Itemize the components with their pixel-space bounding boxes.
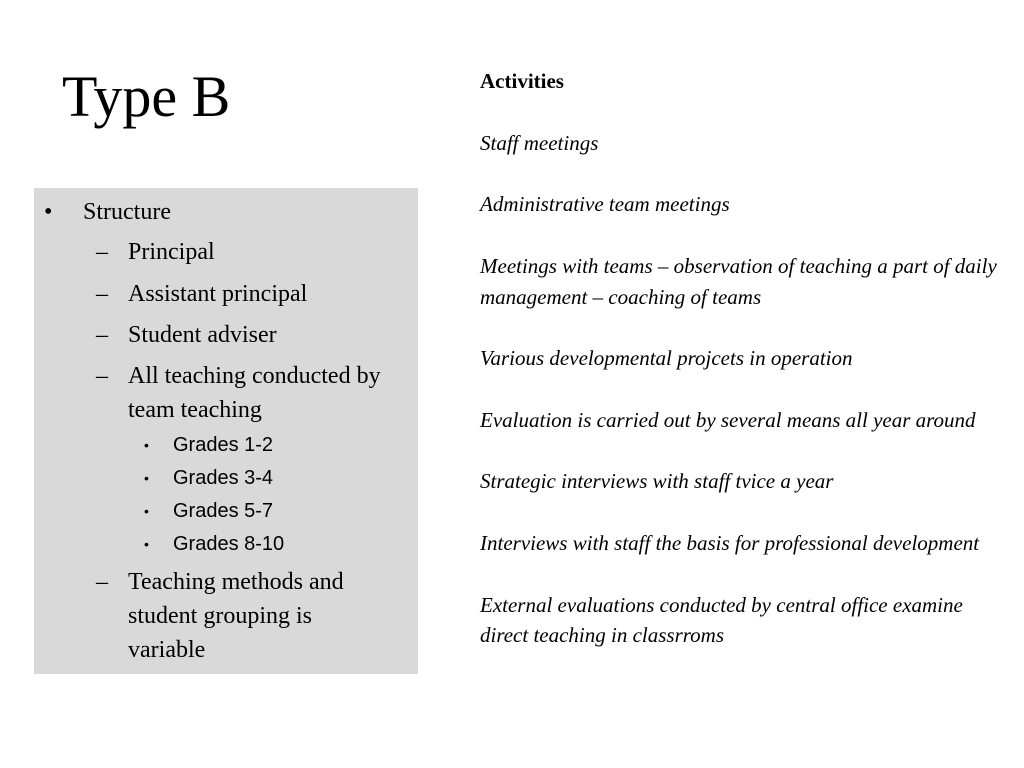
- activities-panel: [480, 66, 1000, 682]
- bullet-icon: •: [144, 536, 149, 552]
- grade-label: Grades 1-2: [173, 434, 274, 456]
- role-label: Student adviser: [128, 322, 277, 348]
- dash-icon: –: [96, 363, 108, 389]
- structure-heading: Structure: [83, 199, 171, 225]
- dash-icon: –: [96, 322, 108, 348]
- bullet-icon: •: [44, 199, 53, 225]
- dash-icon: –: [96, 239, 108, 265]
- activity-item: Strategic interviews with staff tvice a year: [480, 469, 834, 494]
- role-label: Principal: [128, 239, 215, 265]
- bullet-icon: •: [144, 437, 149, 453]
- activity-item: Interviews with staff the basis for professional development: [480, 530, 980, 555]
- role-label: Assistant principal: [128, 281, 308, 307]
- teaching-methods-label: Teaching methods and student grouping is variable: [128, 569, 344, 663]
- activity-item: Staff meetings: [480, 130, 599, 155]
- activity-item: Administrative team meetings: [480, 192, 730, 217]
- structure-box: [34, 188, 418, 674]
- dash-icon: –: [96, 281, 108, 307]
- grade-label: Grades 8-10: [173, 533, 285, 555]
- activity-item: Meetings with teams – observation of teaching a part of daily management – coaching of teams: [480, 253, 997, 309]
- activity-item: Evaluation is carried out by several means all year around: [480, 407, 976, 432]
- activity-item: External evaluations conducted by central office examine direct teaching in classrroms: [480, 592, 963, 648]
- bullet-icon: •: [144, 503, 149, 519]
- activities-heading: Activities: [480, 69, 564, 93]
- activity-item: Various developmental projcets in operation: [480, 346, 853, 371]
- grade-label: Grades 5-7: [173, 500, 274, 522]
- dash-icon: –: [96, 569, 108, 595]
- slide-title: Type B: [62, 64, 231, 129]
- team-teaching-label: All teaching conducted by team teaching: [128, 363, 381, 423]
- grade-label: Grades 3-4: [173, 467, 274, 489]
- bullet-icon: •: [144, 470, 149, 486]
